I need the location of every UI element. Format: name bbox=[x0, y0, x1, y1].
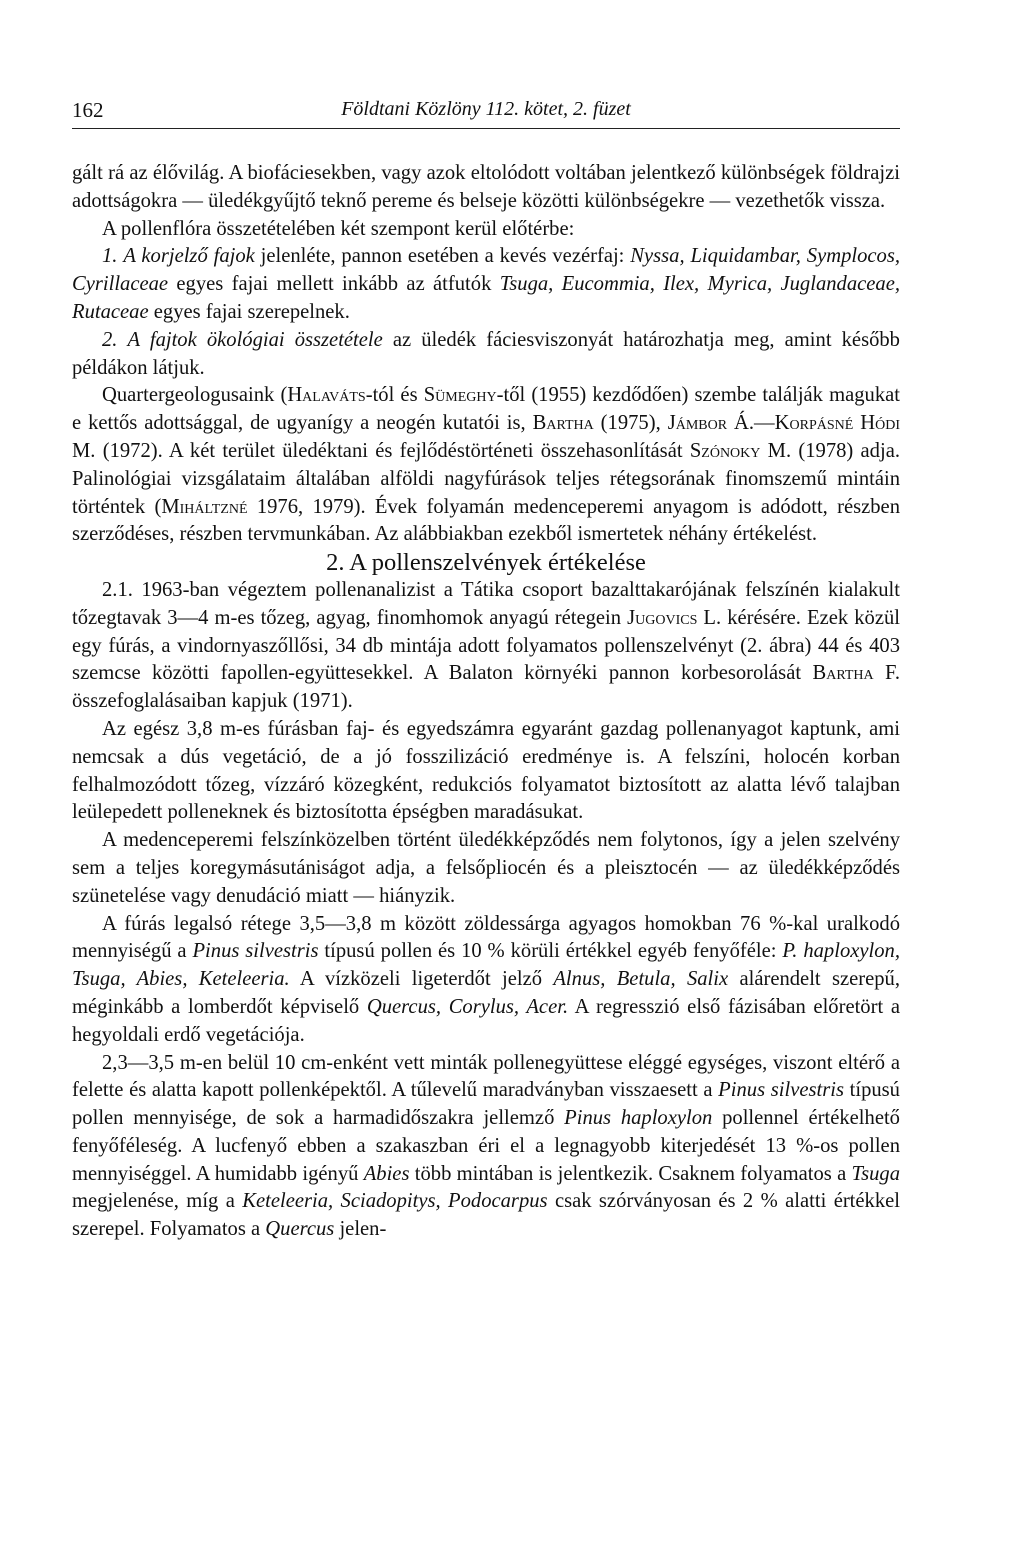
text-run: egyes fajai mellett inkább az átfutók bbox=[168, 273, 500, 296]
taxa-names: P. haploxylon, Tsuga, Abies, Keteleeria. bbox=[72, 940, 900, 991]
author-name: Jugovics bbox=[627, 606, 698, 629]
text-run: Quartergeologusaink ( bbox=[102, 384, 288, 407]
taxa-names: Alnus, Betula, Salix bbox=[553, 968, 729, 991]
paragraph-10 bbox=[72, 1050, 900, 1245]
taxa-names: Nyssa, Liquidambar, Symplocos, Cyrillaceae bbox=[72, 245, 900, 296]
paragraph-2: A pollenflóra összetételében két szempont kerül előtérbe: bbox=[102, 217, 575, 240]
text-run: M. (1978) adja. Palinológiai vizsgálataim általában alföldi nagyfúrások teljes rétegsorának finomszemű mintáin történtek ( bbox=[72, 439, 900, 518]
section-heading: 2. A pollenszelvények értékelése bbox=[326, 549, 646, 577]
paragraph-1: gált rá az élővilág. A biofáciesekben, vagy azok eltolódott voltában jelentkező különbségek földrajzi adottságokra — üledékgyűjtő teknő pereme és belseje közötti különbségekre — vezethetők vissza. bbox=[72, 162, 900, 212]
text-run: pollennel értékelhető fenyőféleség. A lucfenyő ebben a szakaszban éri el a legnagyobb kiterjedését 13 %-os pollen mennyiséggel. A humidabb igényű bbox=[72, 1107, 900, 1185]
paragraph-9 bbox=[72, 911, 900, 1050]
list-number: 2. bbox=[102, 328, 118, 351]
paragraph-8: A medenceperemi felszínközelben történt üledékképződés nem folytonos, így a jelen szelvény sem a teljes koregymásutániságot adja, a felsőpliocén és a pleisztocén — az üledékképződés szünetelése vagy denudáció miatt — hiányzik. bbox=[72, 829, 900, 907]
text-run: megjelenése, míg a bbox=[72, 1190, 243, 1213]
taxa-names: Quercus, Corylus, Acer. bbox=[366, 995, 569, 1018]
author-name: Szónoky bbox=[689, 439, 761, 462]
text-run: 2,3—3,5 m-en belül 10 cm-enként vett minták pollenegyüttese eléggé egységes, viszont eltérő a felette és alatta kapott pollenképektől. A tűlevelű maradványban visszaesett a bbox=[72, 1051, 900, 1102]
list-lead: A fajtok ökológiai összetétele bbox=[127, 328, 383, 351]
text-run: L. kérésére. Ezek közül egy fúrás, a vindornyaszőllősi, 34 db mintája adott folyamatos pollenszelvényt (2. ábra) 44 és 403 szemcse közötti fapollen-együttesekkel. A Balaton környéki pannon korbesorolását bbox=[72, 606, 900, 685]
author-name: Bartha bbox=[532, 412, 594, 435]
text-run: jelenléte, pannon esetében a kevés vezérfaj: bbox=[254, 245, 631, 268]
text-run: 1976, 1979). Évek folyamán medenceperemi anyagom is adódott, részben szerződéses, részben tervmunkában. Az alábbiakban ezekből ismertetek néhány értékelést. bbox=[72, 495, 900, 546]
text-run: (1975), bbox=[593, 412, 668, 435]
text-run: A vízközeli ligeterdőt jelző bbox=[289, 968, 554, 991]
text-run: az üledék fáciesviszonyát határozhatja meg, amint később példákon látjuk. bbox=[72, 328, 900, 379]
text-run: csak szórványosan és 2 % alatti értékkel szerepel. Folyamatos a bbox=[72, 1190, 901, 1241]
text-run: A fúrás legalsó rétege 3,5—3,8 m között zöldessárga agyagos homokban 76 %-kal uralkodó mennyiségű a bbox=[72, 912, 900, 963]
text-run: alárendelt szerepű, méginkább a lomberdőt képviselő bbox=[72, 968, 900, 1018]
text-run: F. összefoglalásaiban kapjuk (1971). bbox=[72, 662, 900, 713]
taxa-names: Pinus silvestris bbox=[192, 940, 319, 963]
text-run: M. (1972). A két terület üledéktani és fejlődéstörténeti összehasonlítását bbox=[72, 439, 690, 462]
author-name: Jámbor bbox=[667, 412, 728, 435]
paragraph-7: Az egész 3,8 m-es fúrásban faj- és egyedszámra egyaránt gazdag pollenanyagot kaptunk, ami nemcsak a dús vegetáció, de a jó fosszilizáció eredménye is. A felszíni, holocén korban felhalmozódott tőzeg, vízzáró közegként, redukciós folyamatot biztosított az alatta lévő talajban leülepedett polleneknek és biztosította épségben maradásukat. bbox=[72, 717, 900, 824]
page-number: 162 bbox=[72, 98, 104, 122]
running-header bbox=[72, 98, 900, 129]
list-number: 1. bbox=[102, 245, 118, 268]
text-run: több mintában is jelentkezik. Csaknem folyamatos a bbox=[409, 1162, 852, 1185]
taxa-names: Tsuga, Eucommia, Ilex, Myrica, Juglandaceae, Rutaceae bbox=[72, 273, 900, 323]
text-run: jelen- bbox=[334, 1218, 387, 1241]
list-lead: A korjelző fajok bbox=[123, 245, 255, 268]
taxa-names: Tsuga bbox=[851, 1162, 900, 1185]
taxa-names: Abies bbox=[363, 1162, 410, 1185]
body-text bbox=[72, 160, 900, 1244]
paragraph-5 bbox=[72, 382, 900, 549]
text-run: Á.— bbox=[727, 412, 775, 435]
taxa-names: Pinus haploxylon bbox=[564, 1107, 713, 1130]
paragraph-6 bbox=[72, 577, 900, 716]
author-name: Bartha bbox=[812, 662, 874, 685]
author-name: Miháltzné bbox=[161, 495, 248, 518]
text-run: típusú pollen mennyisége, de sok a harmadidőszakra jellemző bbox=[72, 1079, 900, 1130]
text-run: A regresszió első fázisában előretört a hegyoldali erdő vegetációja. bbox=[72, 995, 900, 1046]
taxa-names: Pinus silvestris bbox=[718, 1079, 844, 1102]
author-name: Halaváts bbox=[287, 384, 366, 407]
text-run: -től (1955) kezdődően) szembe találják magukat e kettős adottsággal, de ugyanígy a neogén kutatói is, bbox=[72, 384, 900, 435]
text-run: 2.1. 1963-ban végeztem pollenanalizist a Tátika csoport bazalttakarójának felszínén kialakult tőzegtavak 3—4 m-es tőzeg, agyag, finomhomok anyagú rétegein bbox=[72, 578, 900, 629]
text-run: típusú pollen és 10 % körüli értékkel egyéb fenyőféle: bbox=[318, 940, 783, 963]
taxa-names: Keteleeria, Sciadopitys, Podocarpus bbox=[242, 1190, 548, 1213]
taxa-names: Quercus bbox=[265, 1218, 335, 1241]
author-name: Korpásné Hódi bbox=[774, 412, 901, 435]
paragraph-list-item-1 bbox=[72, 243, 900, 326]
paragraph-list-item-2 bbox=[72, 327, 900, 383]
running-title: Földtani Közlöny 112. kötet, 2. füzet bbox=[341, 98, 631, 120]
text-run: -tól és bbox=[365, 384, 424, 407]
author-name: Sümeghy bbox=[423, 384, 497, 407]
text-run: egyes fajai szerepelnek. bbox=[148, 300, 350, 323]
